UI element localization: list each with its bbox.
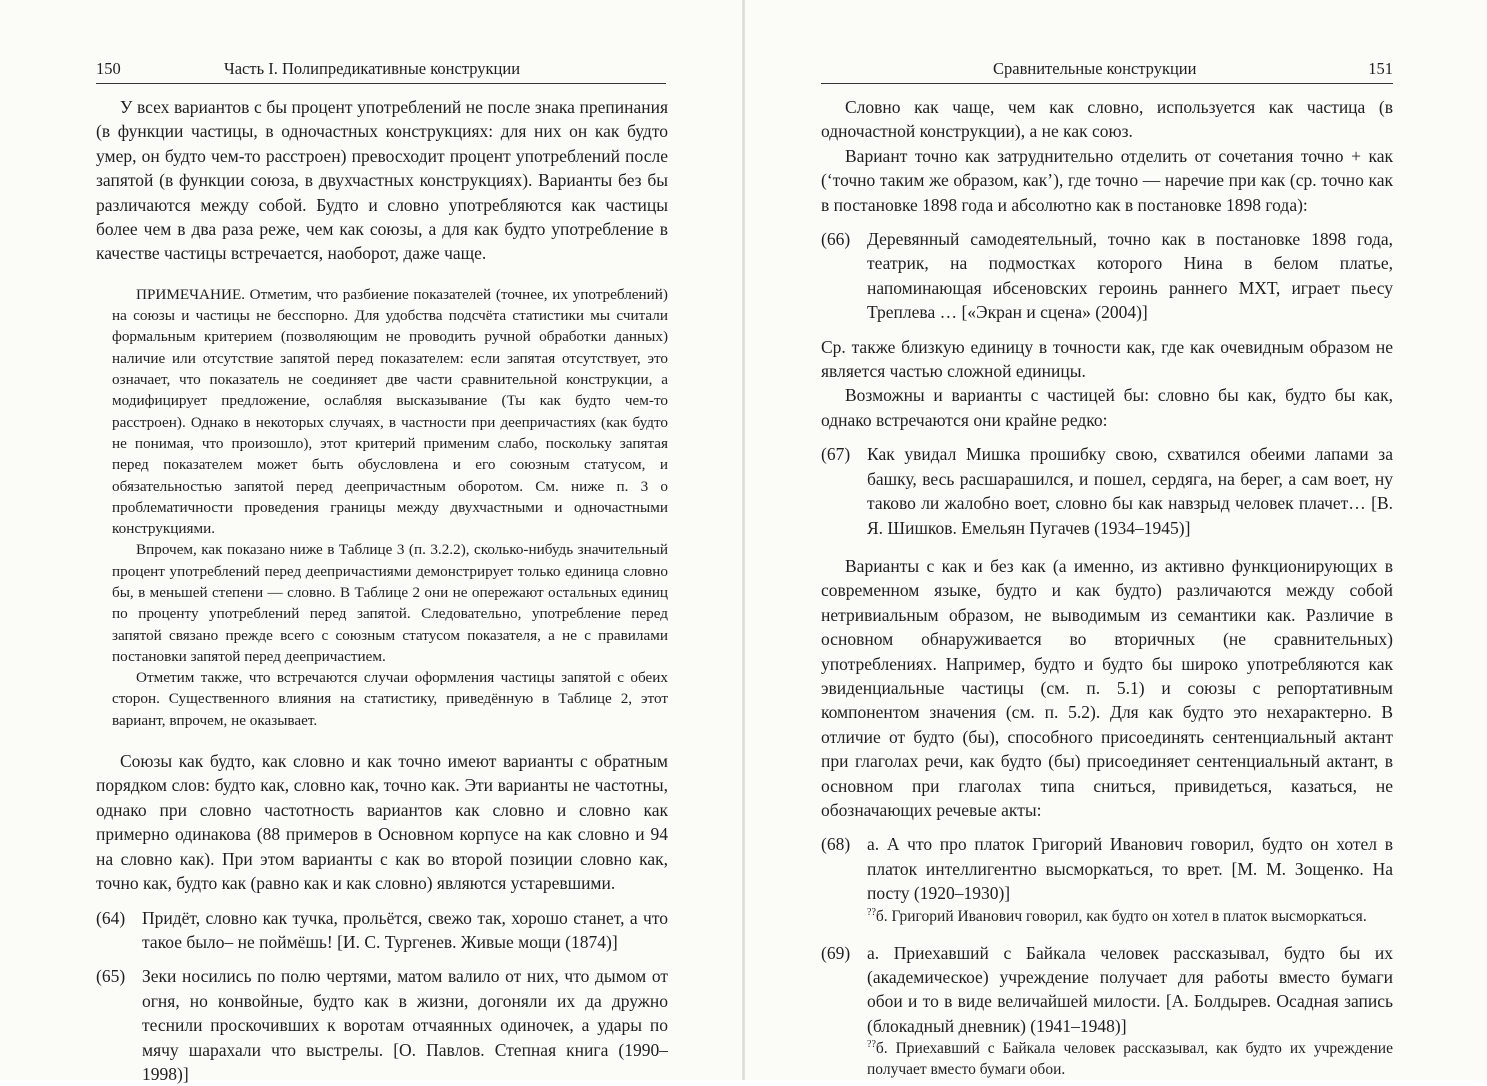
- note-paragraph: Отметим также, что встречаются случаи оформления частицы запятой с обеих сторон. Существенного влияния на статистику, приведённую в Таблице 2, этот вариант, впрочем, не оказывает.: [112, 669, 668, 729]
- example-number: (68): [821, 834, 851, 855]
- left-page-number: 150: [96, 59, 121, 78]
- example-text: Придёт, словно как тучка, прольётся, свежо так, хорошо станет, а что такое было– не поймёшь! [И. С. Тургенев. Живые мощи (1874)]: [142, 907, 668, 952]
- paragraph: Ср. также близкую единицу в точности как, где как очевидным образом не является частью сложной единицы.: [821, 336, 1393, 382]
- paragraph: Словно как чаще, чем как словно, используется как частица (в одночастной конструкции), а не как союз.: [821, 97, 1393, 142]
- example-body: [867, 941, 1393, 1081]
- example-64: [96, 906, 668, 955]
- paragraph: У всех вариантов с бы процент употреблений не после знака препинания (в функции частицы, в одночастных конструкциях: для них он как будто умер, он будто чем-то расстроен) превосходит процент употреблений после запятой (в функции союза, в двухчастных конструкциях). Варианты без бы различаются между собой. Будто и словно употребляются как частицы более чем в два раза реже, чем как союзы, а для как будто употребление в качестве частицы встречается, наоборот, даже чаще.: [96, 97, 668, 264]
- example-number: (65): [96, 966, 126, 987]
- right-page-content: [821, 95, 1393, 1080]
- example-variant-b-text: б. Григорий Иванович говорил, как будто он хотел в платок высморкаться.: [875, 907, 1367, 925]
- paragraph: Союзы как будто, как словно и как точно имеют варианты с обратным порядком слов: будто как, словно как, точно как. Эти варианты не частотны, однако при словно частотность вариантов как словно и словно как примерно одинакова (88 примеров в Основном корпусе на как словно и 94 на словно как). При этом варианты с как во второй позиции словно как, точно как, будто как (равно как и как словно) являются устаревшими.: [96, 751, 668, 894]
- note-paragraph: ПРИМЕЧАНИЕ. Отметим, что разбиение показателей (точнее, их употреблений) на союзы и частицы не бесспорно. Для удобства подсчёта статистики мы считали формальным критерием (позволяющим не проводить ручной обработки данных) наличие или отсутствие запятой перед показателем: если запятая отсутствует, это означает, что показатель не соединяет две части сравнительной конструкции, а модифицирует предложение, ослабляя высказывание (Ты как будто чем-то расстроен). Однако в некоторых случаях, в частности при деепричастиях (как будто не понимая, что произошло), этот критерий применим слабо, поскольку запятая перед показателем может быть обусловлена и его союзным статусом, и обязательностью запятой перед деепричастным оборотом. См. ниже п. 3 о проблематичности проведения границы между двухчастными и одночастными конструкциями.: [112, 285, 668, 538]
- note-paragraph: Впрочем, как показано ниже в Таблице 3 (п. 3.2.2), сколько-нибудь значительный процент употреблений перед деепричастиями демонстрирует только единица словно бы, в меньшей степени — словно. В Таблице 2 они не опережают остальных единиц по проценту употреблений перед запятой. Следовательно, употребление перед запятой связано прежде всего с союзным статусом показателя, а не с правилами постановки запятой перед деепричастием.: [112, 541, 668, 665]
- acceptability-mark: ??: [867, 906, 876, 918]
- left-page: [0, 0, 742, 1084]
- example-variant-b: [867, 1038, 1393, 1080]
- example-body: [867, 832, 1393, 926]
- example-variant-b-text: б. Приехавший с Байкала человек рассказывал, как будто их учреждение получает вместо бумаги обои.: [867, 1040, 1393, 1079]
- example-68: [821, 832, 1393, 926]
- paragraph: Возможны и варианты с частицей бы: словно бы как, будто бы как, однако встречаются они крайне редко:: [821, 385, 1393, 430]
- example-66: [821, 227, 1393, 325]
- example-65: [96, 964, 668, 1086]
- example-text: Зеки носились по полю чертями, матом валило от них, что дымом от огня, но конвойные, будто как в жизни, догоняли их да дружно теснили проскочивших к воротам отчаянных одиночек, а удары по мячу шарахали что выстрелы. [О. Павлов. Степная книга (1990–1998)]: [142, 966, 668, 1084]
- example-number: (69): [821, 942, 851, 963]
- acceptability-mark: ??: [867, 1039, 876, 1051]
- example-text: Как увидал Мишка прошибку свою, схватился обеими лапами за башку, весь расшарашился, и пошел, сердяга, на берег, а сам воет, ну таково ли жалобно воет, словно бы как навзрыд человек плачет… [В. Я. Шишков. Емельян Пугачев (1934–1945)]: [867, 444, 1393, 538]
- example-67: [821, 442, 1393, 540]
- right-running-header: [821, 57, 1393, 84]
- right-page: [745, 0, 1487, 1080]
- left-page-content: [96, 95, 668, 1086]
- example-number: (67): [821, 444, 851, 465]
- example-69: [821, 941, 1393, 1081]
- example-number: (64): [96, 907, 126, 928]
- example-text: Деревянный самодеятельный, точно как в постановке 1898 года, театрик, на подмостках которого Нина в белом платье, напоминающая ибсеновских героинь раннего МХТ, играет пьесу Треплева … [«Экран и сцена» (2004)]: [867, 229, 1393, 323]
- right-running-head: Сравнительные конструкции: [993, 59, 1197, 78]
- example-variant-a: а. Приехавший с Байкала человек рассказывал, будто бы их (академическое) учреждение получает для работы вместо бумаги обои и то в виде величайшей милости. [А. Болдырев. Осадная запись (блокадный дневник) (1941–1948)]: [867, 942, 1393, 1036]
- left-running-header: [96, 57, 666, 84]
- right-page-number: 151: [1368, 59, 1393, 78]
- example-variant-a: а. А что про платок Григорий Иванович говорил, будто он хотел в платок интеллигентно высморкаться, то врет. [М. М. Зощенко. На посту (1920–1930)]: [867, 834, 1393, 904]
- example-variant-b: [867, 906, 1393, 927]
- paragraph: Вариант точно как затруднительно отделить от сочетания точно + как (‘точно таким же образом, как’), где точно — наречие при как (ср. точно как в постановке 1898 года и абсолютно как в постановке 1898 года):: [821, 145, 1393, 215]
- paragraph: Варианты с как и без как (а именно, из активно функционирующих в современном языке, будто и как будто) различаются между собой нетривиальным образом, не выводимым из семантики как. Различие в основном обнаруживается во вторичных (не сравнительных) употреблениях. Например, будто и будто бы широко употребляются как эвиденциальные частицы (см. п. 5.1) и союзы с репортативным компонентом значения (см. п. 5.2). Для как будто это нехарактерно. В отличие от будто (бы), способного присоединять сентенциальный актант при глаголах речи, как будто (бы) присоединяет сентенциальный актант, в основном при глаголах типа сниться, привидеться, казаться, не обозначающих речевые акты:: [821, 555, 1393, 820]
- left-running-head: Часть I. Полипредикативные конструкции: [224, 59, 521, 78]
- example-number: (66): [821, 229, 851, 250]
